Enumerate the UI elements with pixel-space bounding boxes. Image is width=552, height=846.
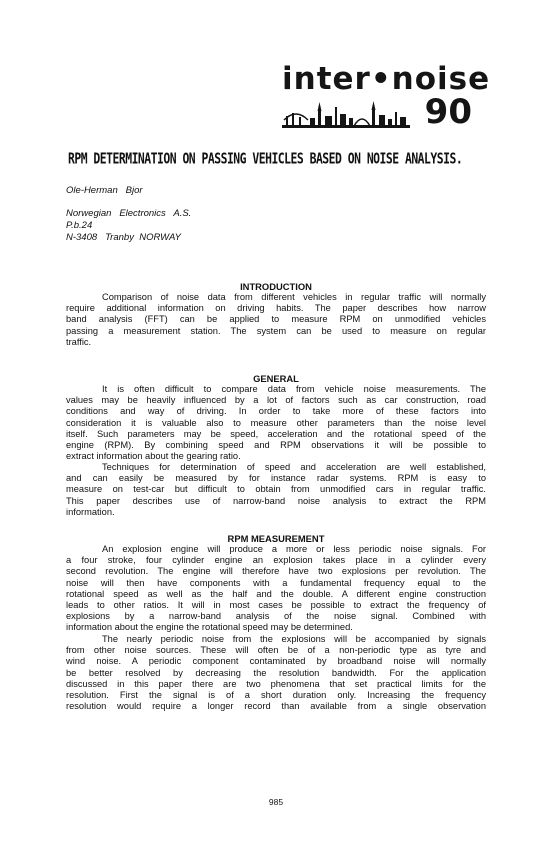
- section-heading-rpm-measurement: RPM MEASUREMENT: [227, 533, 325, 544]
- conference-logo: [282, 61, 491, 136]
- author-block: [66, 185, 326, 244]
- text-line: explosions by a narrow-band analysis of the noise signal. Combined with: [66, 611, 486, 622]
- text-line: information about the engine the rotational speed may be determined.: [66, 622, 353, 633]
- text-line: band analysis (FFT) can be applied to measure RPM on unmodified vehicles: [66, 314, 486, 325]
- author-name: Ole-Herman Bjor: [66, 185, 143, 196]
- text-line: passing a measurement station. The system can be used to measure on regular: [66, 325, 486, 336]
- text-line: values may be heavily influenced by a lot of factors such as car construction, road: [66, 395, 486, 406]
- text-line: leads to other ratios. It will in most cases be possible to extract the frequency of: [66, 600, 486, 611]
- paper-title: RPM DETERMINATION ON PASSING VEHICLES BASED ON NOISE ANALYSIS.: [68, 149, 463, 168]
- text-line: An explosion engine will produce a more or less periodic noise signals. For: [102, 544, 486, 554]
- text-line: extract information about the gearing ratio.: [66, 451, 241, 462]
- text-line: wind noise. A periodic component contaminated by broadband noise will normally: [66, 656, 486, 667]
- text-line: It is often difficult to compare data from vehicle noise measurements. The: [102, 384, 486, 394]
- author-po-box: P.b.24: [66, 220, 93, 231]
- text-line: conditions and way of driving. In order to take more of these factors into: [66, 406, 486, 417]
- text-line: The nearly periodic noise from the explosions will be accompanied by signals: [102, 634, 486, 644]
- text-line: noise will then have components with a fundamental frequency equal to the: [66, 577, 486, 588]
- text-line: and can easily be measured by for instance radar systems. RPM is easy to: [66, 473, 486, 484]
- author-address: N-3408 Tranby NORWAY: [66, 232, 181, 243]
- author-organization: Norwegian Electronics A.S.: [66, 208, 192, 219]
- general-paragraph-1: [66, 384, 486, 462]
- section-heading-introduction: INTRODUCTION: [240, 281, 312, 292]
- text-line: traffic.: [66, 336, 92, 347]
- rpm-paragraph-1: [66, 544, 486, 634]
- text-line: itself. Such parameters may be speed, acceleration and the rotational speed of the: [66, 428, 486, 439]
- text-line: information.: [66, 506, 115, 517]
- text-line: rotational speed as well as the half and the double. A different engine construction: [66, 588, 486, 599]
- skyline-icon: [282, 98, 410, 130]
- logo-wordmark: inter•noise: [282, 61, 491, 97]
- text-line: measure on test-car but difficult to obtain from unmodified cars in regular traffic.: [66, 484, 486, 495]
- author-spacer: [66, 197, 326, 208]
- text-line: second revolution. The engine will therefore have two explosions per revolution. The: [66, 566, 486, 577]
- section-heading-general: GENERAL: [253, 373, 299, 384]
- logo-year: 90: [424, 92, 472, 132]
- text-line: a four stroke, four cylinder engine an explosion takes place in a cylinder every: [66, 555, 486, 566]
- text-line: Techniques for determination of speed and acceleration are well established,: [102, 462, 486, 472]
- introduction-paragraph: [66, 292, 486, 348]
- text-line: be better resolved by decreasing the resolution bandwidth. For the application: [66, 667, 486, 678]
- text-line: resolution would require a longer record than available from a single observation: [66, 701, 486, 712]
- text-line: consideration it is valuable also to measure other parameters than the noise level: [66, 417, 486, 428]
- text-line: engine (RPM). By combining speed and RPM observations it will be possible to: [66, 440, 486, 451]
- general-paragraph-2: [66, 462, 486, 518]
- rpm-paragraph-2: [66, 634, 486, 712]
- text-line: from other noise sources. These will often be of a non-periodic type as tyre and: [66, 645, 486, 656]
- text-line: require additional information on driving habits. The paper describes how narrow: [66, 303, 486, 314]
- text-line: This paper describes use of narrow-band noise analysis to extract the RPM: [66, 495, 486, 506]
- page-number: 985: [268, 797, 284, 807]
- text-line: discussed in this paper there are two phenomena that set practical limits for the: [66, 678, 486, 689]
- text-line: resolution. First the signal is of a short duration only. Increasing the frequency: [66, 690, 486, 701]
- text-line: Comparison of noise data from different vehicles in regular traffic will normally: [102, 292, 486, 302]
